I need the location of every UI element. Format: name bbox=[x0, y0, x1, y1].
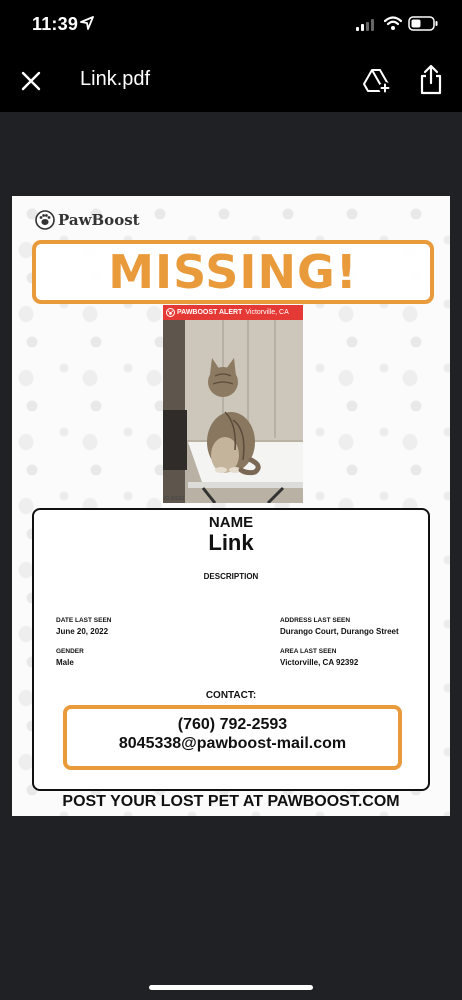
name-label: NAME bbox=[208, 514, 254, 531]
share-button[interactable] bbox=[418, 64, 444, 96]
address-last-seen-value: Durango Court, Durango Street bbox=[280, 627, 399, 636]
battery-icon bbox=[408, 16, 438, 31]
contact-label: CONTACT: bbox=[205, 690, 257, 701]
home-indicator[interactable] bbox=[149, 985, 313, 990]
footer-text: POST YOUR LOST PET AT PAWBOOST.COM bbox=[62, 793, 400, 810]
date-last-seen-label: DATE LAST SEEN bbox=[56, 617, 112, 624]
alert-location: Victorville, CA bbox=[245, 309, 289, 316]
contact-phone[interactable]: (760) 792-2593 bbox=[177, 716, 288, 733]
area-last-seen-label: AREA LAST SEEN bbox=[280, 648, 337, 655]
missing-headline: MISSING! bbox=[108, 245, 358, 299]
missing-banner bbox=[32, 240, 434, 304]
document-title: Link.pdf bbox=[80, 68, 151, 90]
address-last-seen-label: ADDRESS LAST SEEN bbox=[280, 617, 351, 624]
pawboost-logo-icon bbox=[35, 210, 55, 230]
pet-info-card bbox=[32, 508, 430, 791]
wifi-icon bbox=[384, 16, 402, 30]
add-to-drive-button[interactable] bbox=[362, 66, 392, 96]
photo-id: ID 36622 bbox=[164, 496, 185, 502]
pet-name: Link bbox=[208, 530, 254, 555]
area-last-seen-value: Victorville, CA 92392 bbox=[280, 658, 359, 667]
add-to-drive-icon bbox=[362, 66, 392, 96]
share-icon bbox=[418, 64, 444, 96]
pet-photo bbox=[163, 305, 303, 503]
status-time: 11:39 bbox=[32, 14, 79, 34]
location-arrow-icon bbox=[80, 16, 94, 30]
contact-email[interactable]: 8045338@pawboost-mail.com bbox=[118, 735, 347, 752]
gender-label: GENDER bbox=[56, 648, 84, 655]
date-last-seen-value: June 20, 2022 bbox=[56, 627, 109, 636]
gender-value: Male bbox=[56, 658, 74, 667]
close-icon bbox=[18, 68, 44, 94]
alert-strip bbox=[163, 305, 303, 320]
description-label: DESCRIPTION bbox=[203, 572, 259, 581]
pdf-page[interactable] bbox=[12, 196, 450, 816]
close-button[interactable] bbox=[18, 68, 44, 94]
status-bar bbox=[0, 0, 462, 50]
contact-box bbox=[63, 705, 402, 770]
paw-alert-icon bbox=[166, 308, 175, 317]
brand-name: PawBoost bbox=[58, 211, 140, 229]
signal-icon bbox=[356, 19, 376, 31]
alert-title: PAWBOOST ALERT bbox=[177, 309, 243, 316]
cat-photo-image bbox=[163, 320, 303, 503]
viewer-toolbar bbox=[0, 50, 462, 112]
